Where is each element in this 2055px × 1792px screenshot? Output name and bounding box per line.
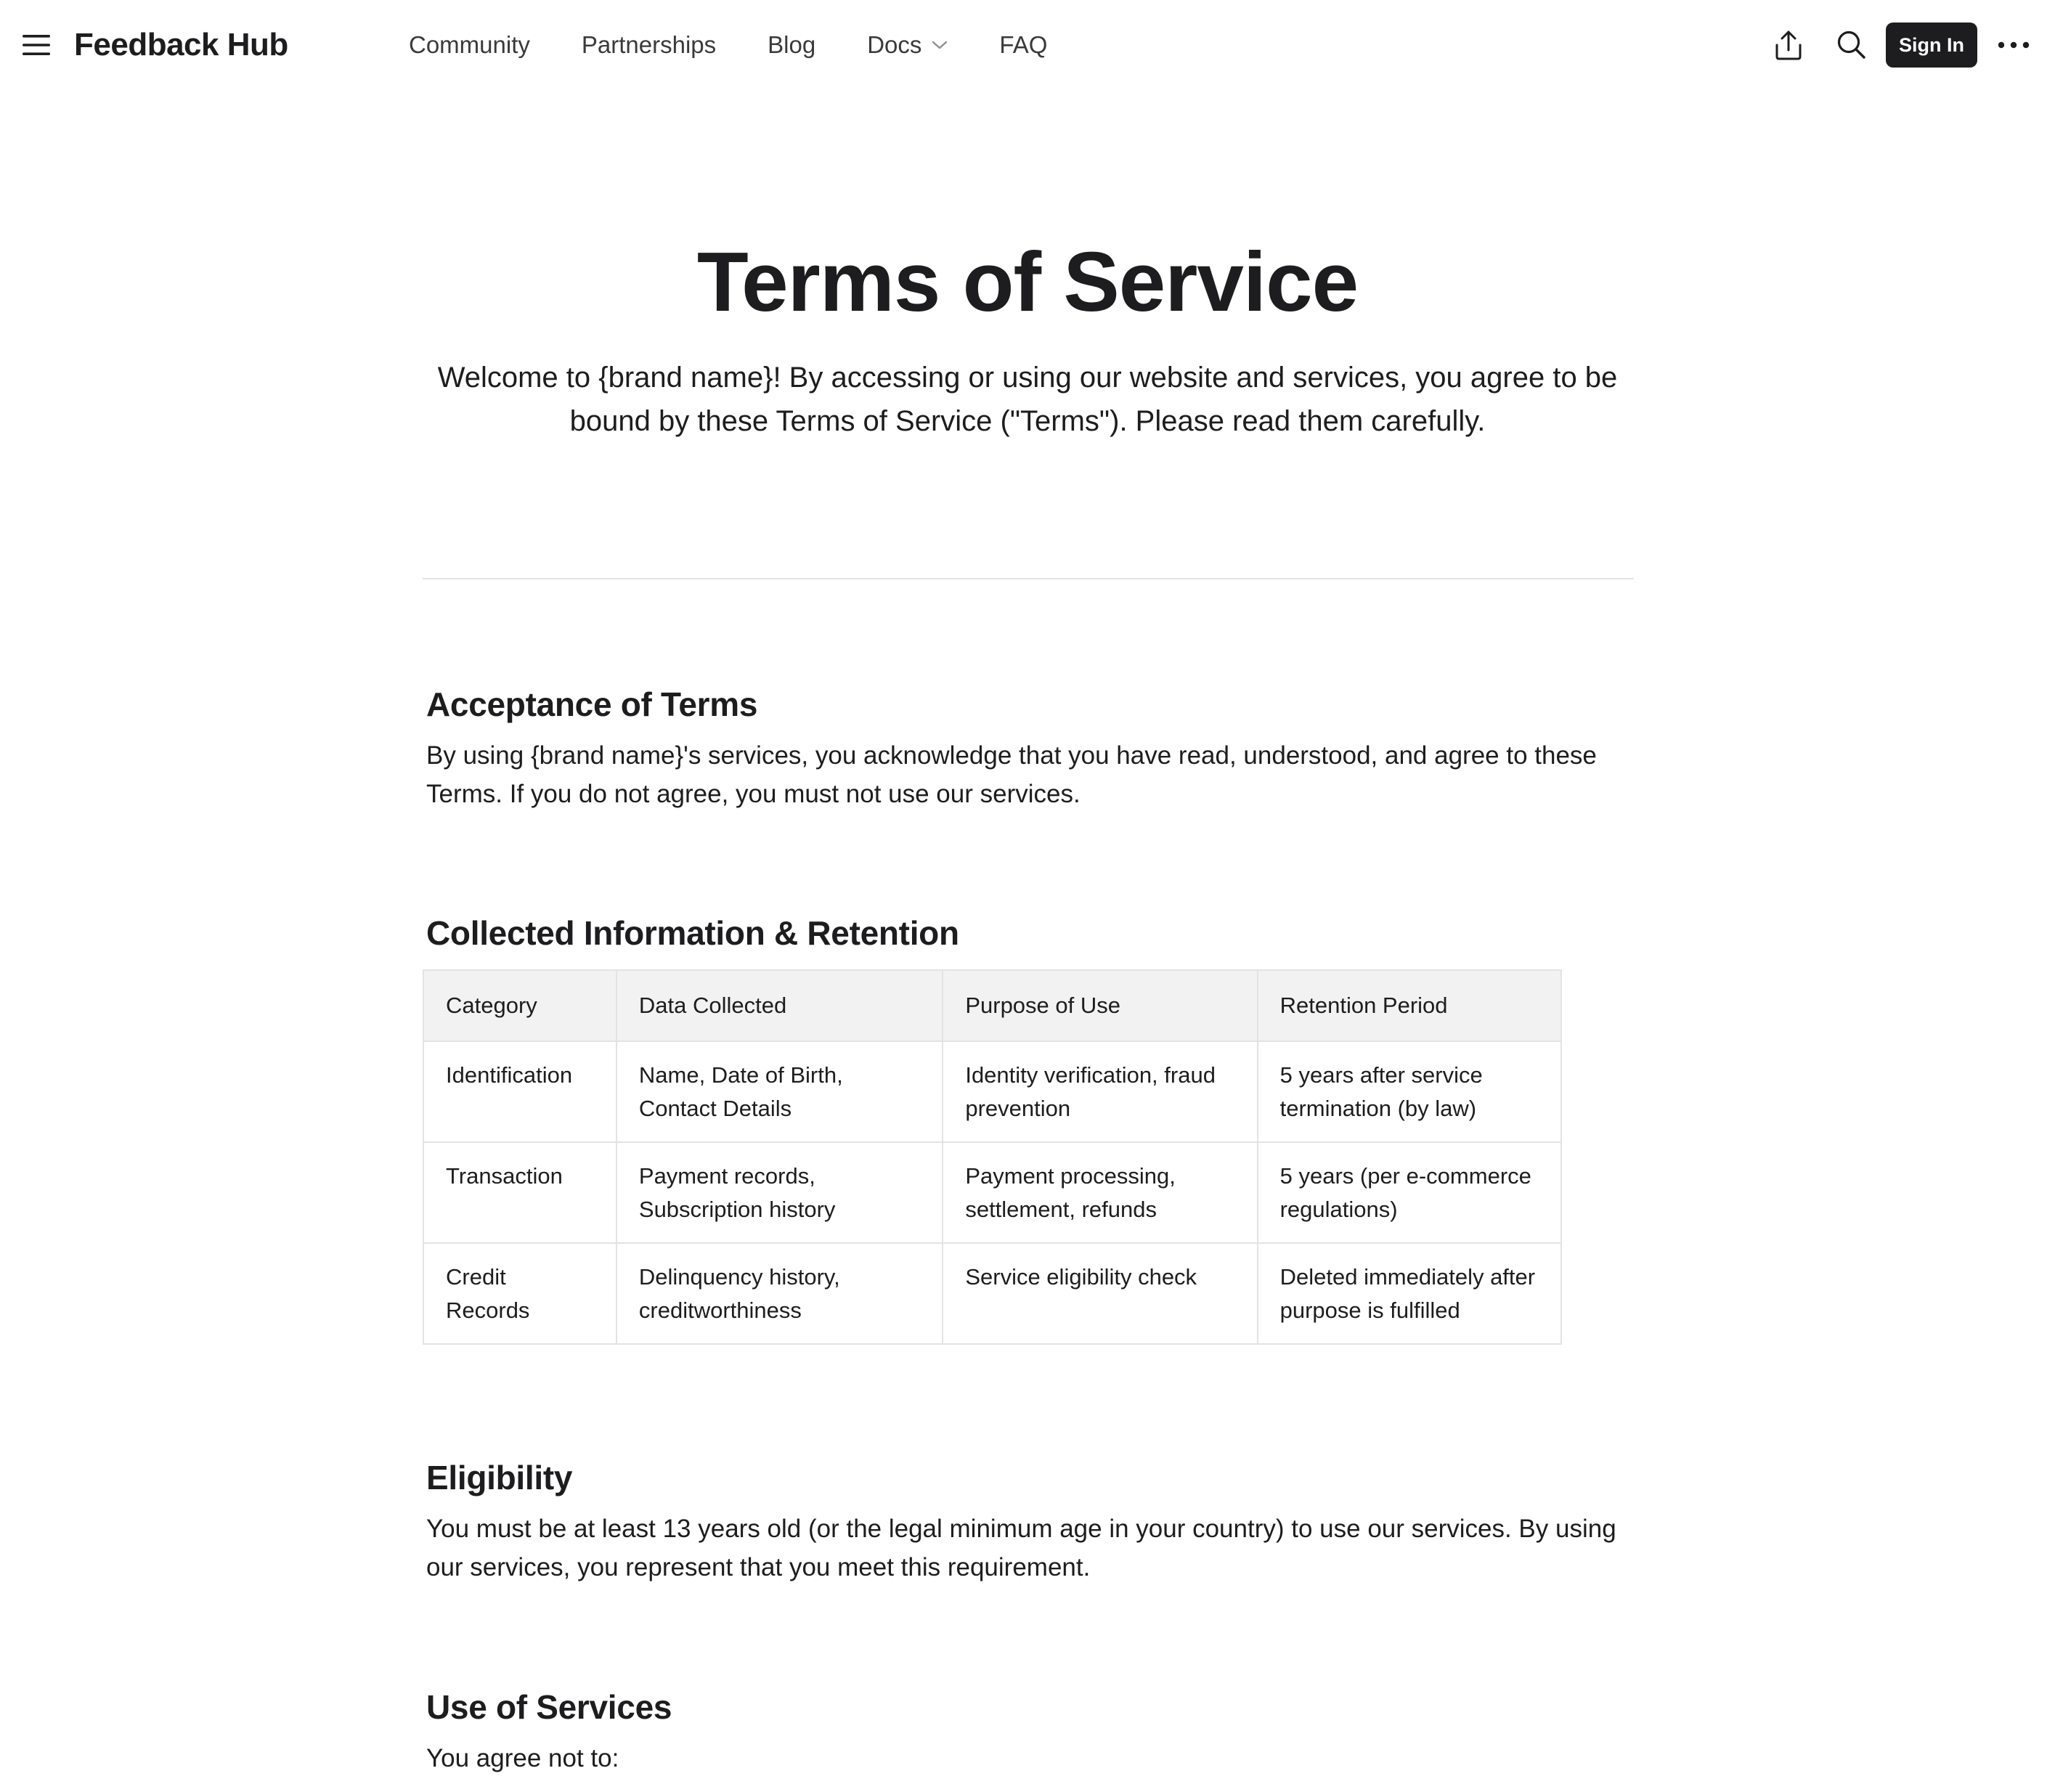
more-icon (1998, 41, 2030, 49)
brand-logo[interactable]: Feedback Hub (74, 27, 288, 62)
table-header-cell: Retention Period (1258, 970, 1561, 1041)
section-use-of-services (426, 1685, 1639, 1777)
table-cell: Delinquency history, creditworthiness (616, 1243, 943, 1344)
table-cell: 5 years after service termination (by law) (1258, 1041, 1561, 1142)
table-cell: Credit Records (423, 1243, 616, 1344)
section-collected-info (426, 911, 1639, 955)
section-title-acceptance: Acceptance of Terms (426, 685, 758, 723)
search-icon (1836, 30, 1867, 60)
search-button[interactable] (1828, 22, 1875, 68)
section-body-eligibility: You must be at least 13 years old (or the legal minimum age in your country) to use our services. By using our services, you represent that you meet this requirement. (426, 1515, 1616, 1581)
page-title: Terms of Service (696, 235, 1359, 329)
more-button[interactable] (1990, 22, 2037, 68)
nav-faq[interactable]: FAQ (999, 31, 1048, 58)
page-intro: Welcome to {brand name}! By accessing or using our website and services, you agree to be bound by these Terms of Service ("Terms"). Please read them carefully. (437, 362, 1618, 437)
share-icon (1774, 29, 1803, 61)
nav-docs[interactable] (867, 31, 948, 59)
retention-table (423, 969, 1562, 1345)
table-cell: Payment records, Subscription history (616, 1142, 943, 1243)
section-eligibility (426, 1456, 1639, 1587)
section-body-use-of-services: You agree not to: (426, 1744, 619, 1772)
table-row (423, 1041, 1561, 1142)
table-cell: Identity verification, fraud prevention (943, 1041, 1257, 1142)
nav-blog[interactable]: Blog (768, 31, 816, 58)
table-cell: Deleted immediately after purpose is fulfilled (1258, 1243, 1561, 1344)
divider (423, 578, 1634, 579)
nav-docs-label: Docs (867, 31, 922, 58)
nav-partnerships[interactable]: Partnerships (581, 31, 717, 58)
main-nav (409, 22, 1099, 68)
menu-icon (23, 34, 50, 56)
table-row (423, 1243, 1561, 1344)
section-body-acceptance: By using {brand name}'s services, you acknowledge that you have read, understood, and agree to these Terms. If you do not agree, you must not use our services. (426, 741, 1597, 808)
table-header-cell: Category (423, 970, 616, 1041)
table-cell: Payment processing, settlement, refunds (943, 1142, 1257, 1243)
nav-community[interactable]: Community (409, 31, 530, 58)
chevron-down-icon (932, 40, 948, 50)
table-cell: Identification (423, 1041, 616, 1142)
sign-in-button[interactable]: Sign In (1886, 23, 1977, 68)
share-button[interactable] (1765, 22, 1812, 68)
table-cell: 5 years (per e-commerce regulations) (1258, 1142, 1561, 1243)
table-header-row (423, 970, 1561, 1041)
section-acceptance (426, 683, 1639, 813)
table-cell: Name, Date of Birth, Contact Details (616, 1041, 943, 1142)
section-title-use-of-services: Use of Services (426, 1688, 672, 1726)
table-cell: Transaction (423, 1142, 616, 1243)
top-navigation (0, 0, 2055, 90)
table-header-cell: Purpose of Use (943, 970, 1257, 1041)
section-title-eligibility: Eligibility (426, 1459, 573, 1496)
menu-button[interactable] (22, 29, 51, 61)
table-row (423, 1142, 1561, 1243)
section-title-collected-info: Collected Information & Retention (426, 914, 959, 952)
table-cell: Service eligibility check (943, 1243, 1257, 1344)
table-header-cell: Data Collected (616, 970, 943, 1041)
